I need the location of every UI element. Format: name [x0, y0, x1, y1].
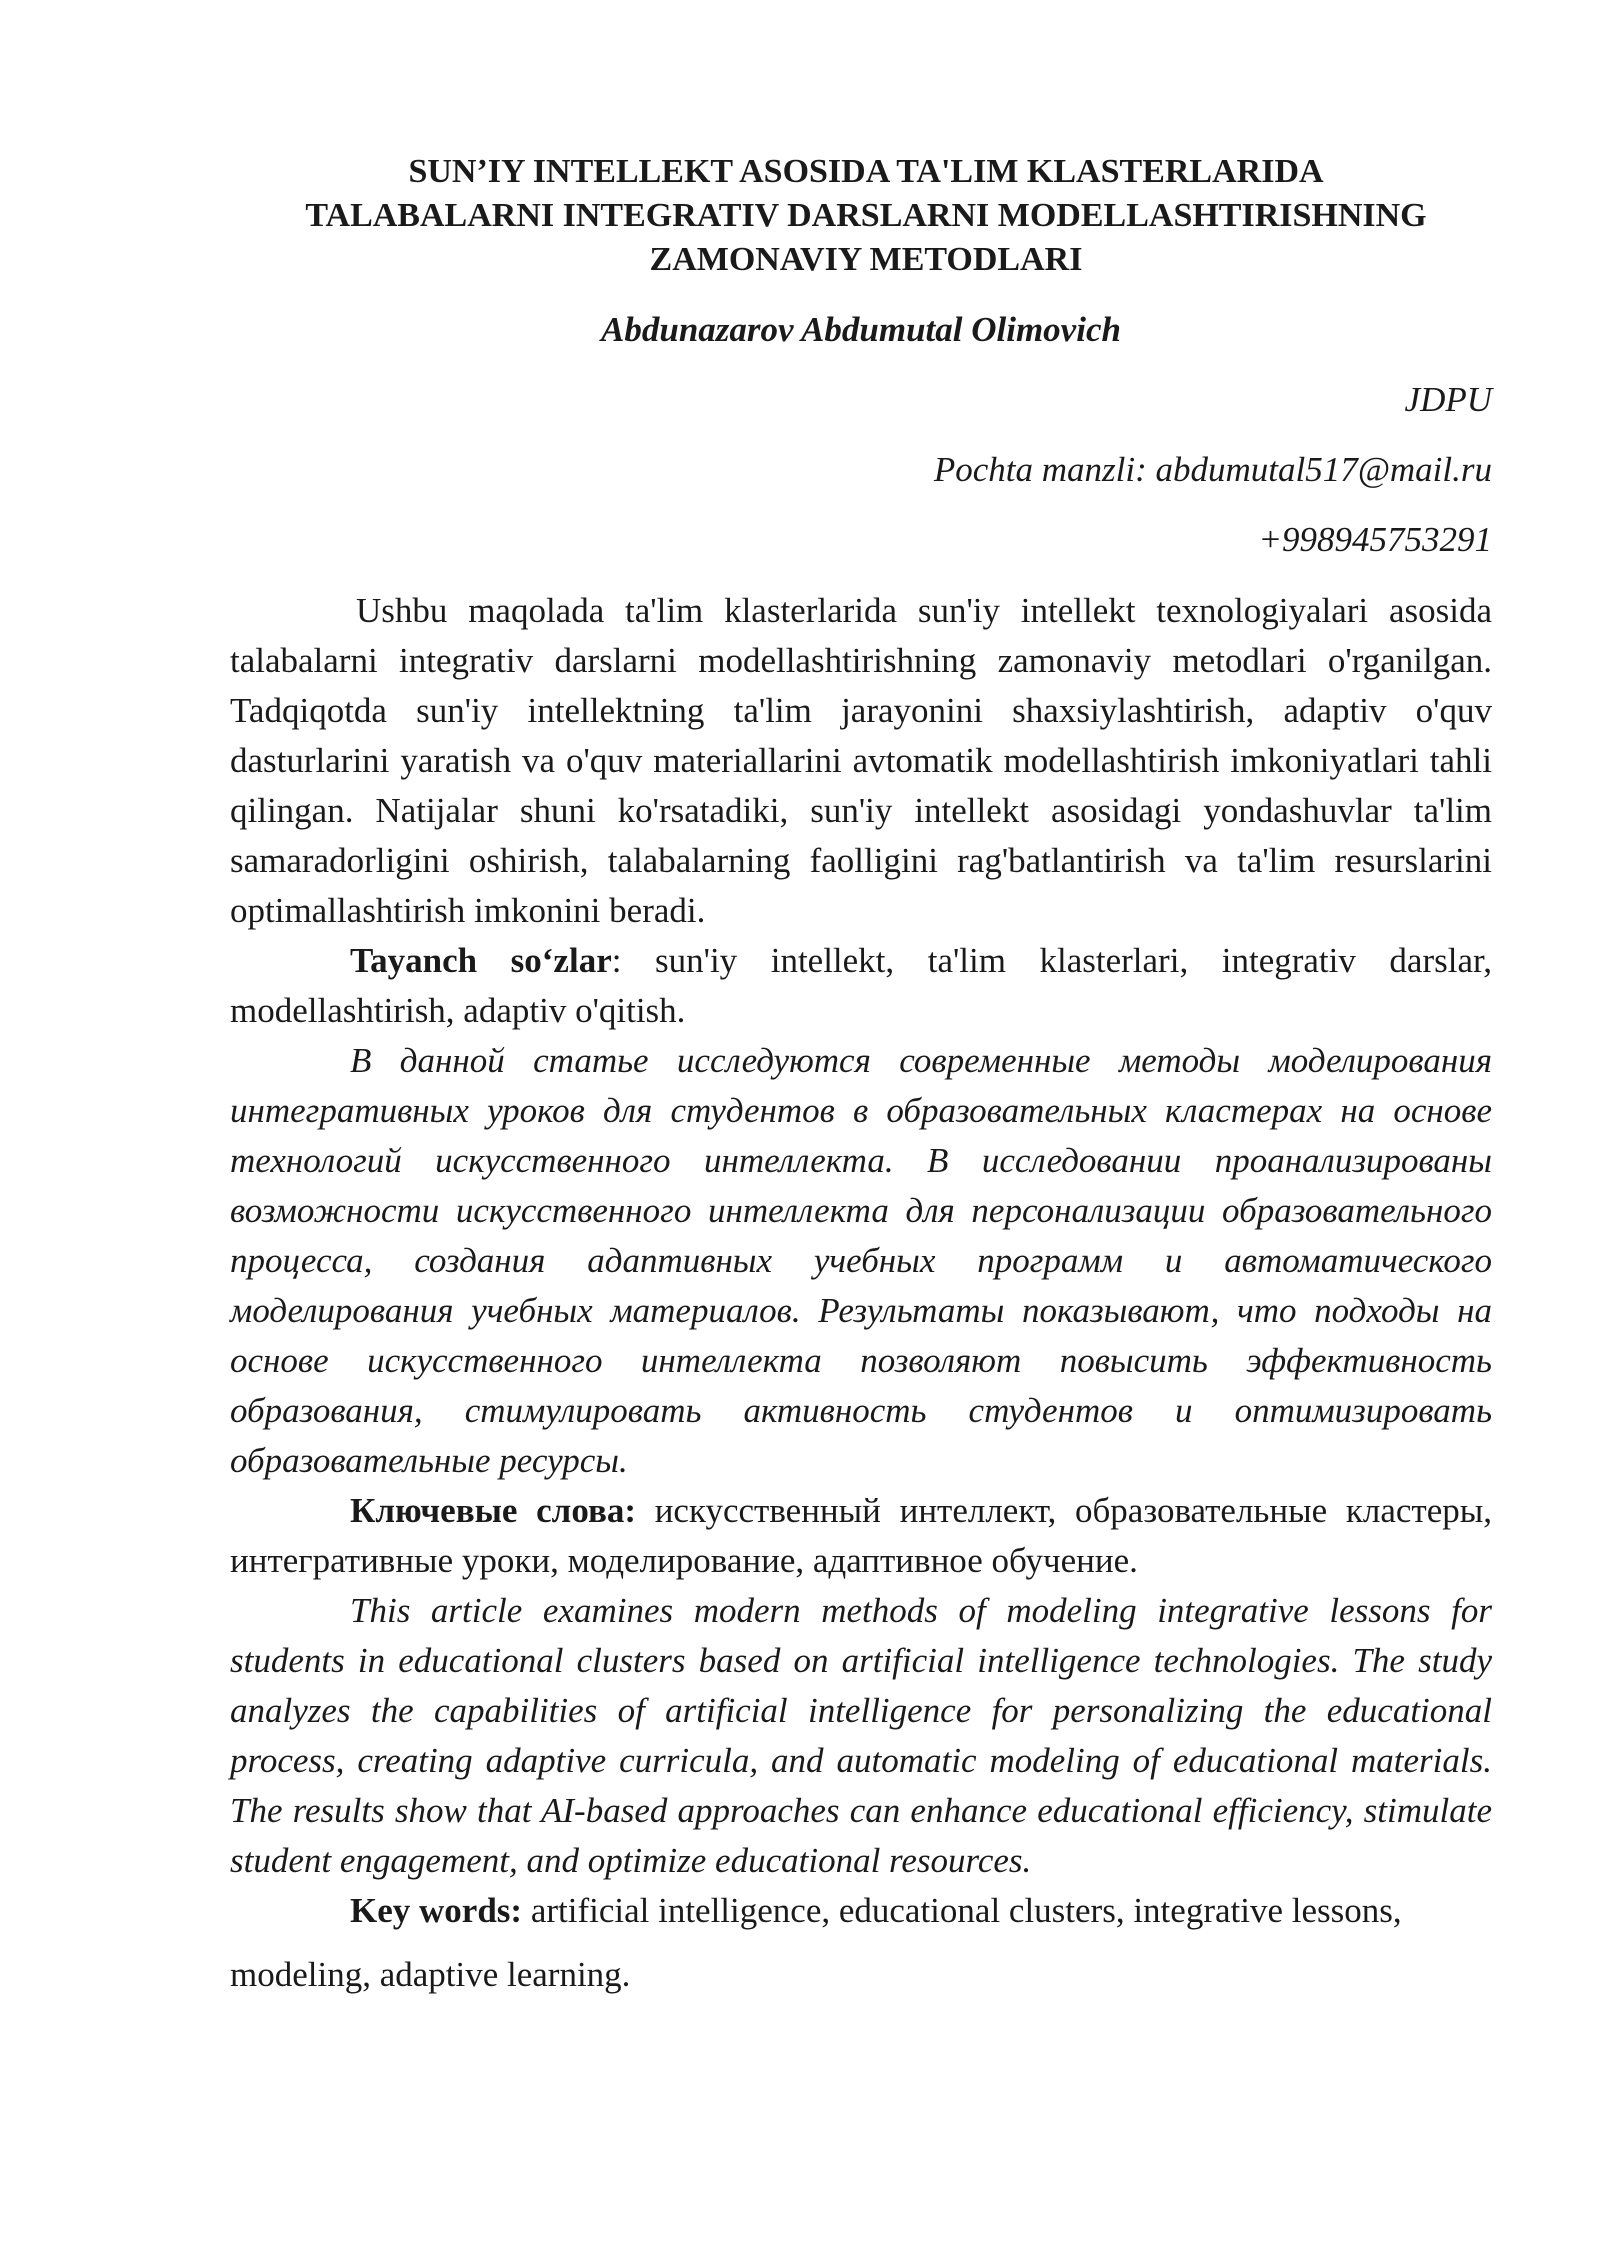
abstract-russian: В данной статье исследуются современные методы моделирования интегративных уроков для студентов в образовательных кластерах на основе технологий искусственного интеллекта. В исследовании проанализированы возможности искусственного интеллекта для персонализации образовательного процесса, создания адаптивных учебных программ и автоматического моделирования учебных материалов. Результаты показывают, что подходы на основе искусственного интеллекта позволяют повысить эффективность образования, стимулировать активность студентов и оптимизировать образовательные ресурсы.	[230, 1041, 1492, 1480]
abstract-uzbek: Ushbu maqolada ta'lim klasterlarida sun'iy intellekt texnologiyalari asosida talabalarni integrativ darslarni modellashtirishning zamonaviy metodlari o'rganilgan. Tadqiqotda sun'iy intellektning ta'lim jarayonini shaxsiylashtirish, adaptiv o'quv dasturlarini yaratish va o'quv materiallarini avtomatik modellashtirish imkoniyatlari tahli qilingan. Natijalar shuni ko'rsatadiki, sun'iy intellekt asosidagi yondashuvlar ta'lim samaradorligini oshirish, talabalarning faolligini rag'batlantirish va ta'lim resurslarini optimallashtirish imkonini beradi.	[230, 591, 1492, 930]
keywords-uzbek	[230, 936, 1492, 1036]
keywords-russian-label: Ключевые слова:	[350, 1491, 637, 1530]
email-line: Pochta manzli: abdumutal517@mail.ru	[933, 450, 1492, 489]
keywords-english-label: Key words:	[350, 1891, 523, 1930]
keywords-uzbek-text: : sun'iy intellekt, ta'lim klasterlari, integrativ darslar, modellashtirish, adaptiv o'qitish.	[230, 941, 1492, 1030]
title-line-3: ZAMONAVIY METODLARI	[649, 241, 1083, 278]
title-line-2: TALABALARNI INTEGRATIV DARSLARNI MODELLASHTIRISHNING	[305, 197, 1427, 234]
keywords-english	[230, 1886, 1492, 2000]
paper-title	[230, 150, 1492, 282]
title-line-1: SUN’IY INTELLEKT ASOSIDA TA'LIM KLASTERLARIDA	[408, 153, 1324, 190]
keywords-uzbek-label: Tayanch so‘zlar	[350, 941, 612, 980]
abstract-english: This article examines modern methods of modeling integrative lessons for students in educational clusters based on artificial intelligence technologies. The study analyzes the capabilities of artificial intelligence for personalizing the educational process, creating adaptive curricula, and automatic modeling of educational materials. The results show that AI-based approaches can enhance educational efficiency, stimulate student engagement, and optimize educational resources.	[230, 1591, 1492, 1880]
keywords-english-tail: modeling, adaptive learning.	[230, 1955, 631, 1994]
keywords-english-text: artificial intelligence, educational clusters, integrative lessons,	[522, 1891, 1402, 1930]
keywords-russian-text: искусственный интеллект, образовательные кластеры, интегративные уроки, моделирование, адаптивное обучение.	[230, 1491, 1492, 1580]
affiliation: JDPU	[1404, 380, 1492, 419]
keywords-russian	[230, 1486, 1492, 1586]
author-name: Abdunazarov Abdumutal Olimovich	[601, 310, 1121, 349]
document-page	[230, 150, 1492, 2000]
phone-line: +998945753291	[1258, 520, 1492, 559]
